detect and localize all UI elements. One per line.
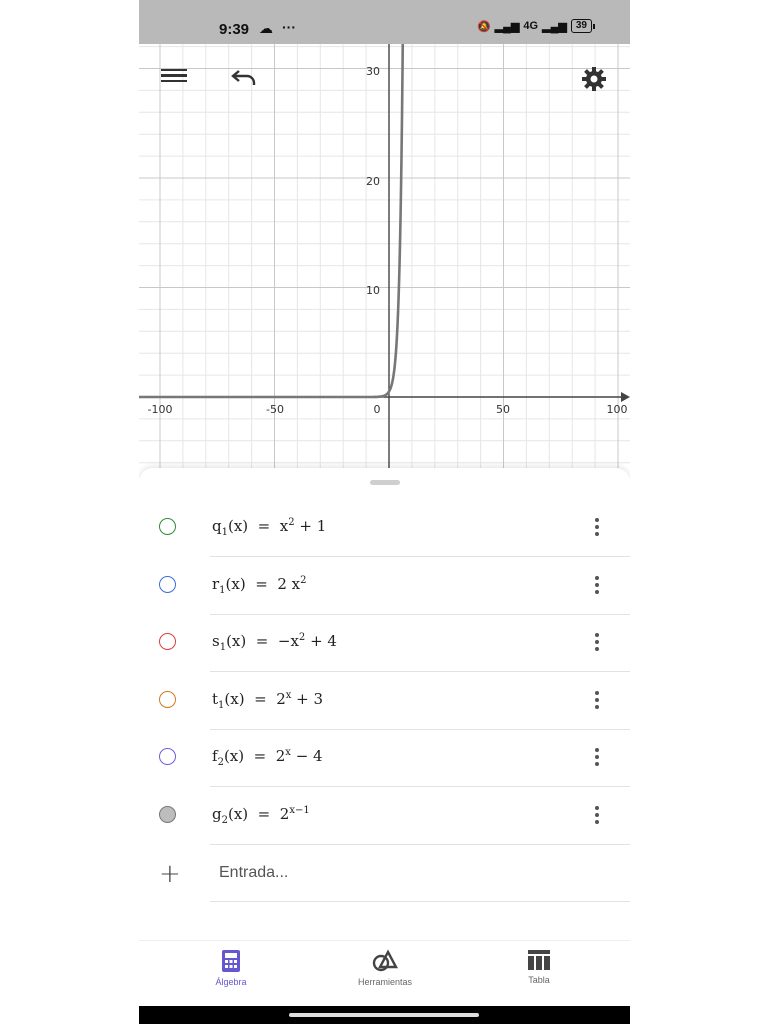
function-expression[interactable]: $g_2(x) = 2^{x-1}$ [212,804,310,826]
algebra-row[interactable] [139,730,630,787]
algebra-row[interactable] [139,500,630,557]
settings-button[interactable] [579,64,609,94]
x-tick-label: 50 [496,403,510,416]
function-expression[interactable]: $s_1(x) = -x^2 + 4$ [212,632,337,653]
table-icon [527,949,551,971]
undo-button[interactable] [229,64,259,90]
add-icon[interactable]: + [159,859,181,889]
algebra-row[interactable] [139,558,630,615]
drag-handle[interactable] [370,480,400,485]
status-bar [139,0,630,44]
calculator-icon [221,949,241,973]
more-options-icon[interactable] [593,574,601,598]
y-tick-label: 10 [366,284,380,297]
visibility-toggle[interactable] [159,691,176,708]
nav-table[interactable] [489,949,589,985]
status-icons [477,19,592,33]
nav-label: Tabla [528,975,550,985]
nav-tools[interactable] [335,949,435,987]
gear-icon [579,64,609,94]
algebra-row[interactable] [139,615,630,672]
more-options-icon[interactable] [593,804,601,828]
x-tick-label: -100 [147,403,173,416]
menu-line [161,69,187,71]
visibility-toggle[interactable] [159,748,176,765]
menu-button[interactable] [161,66,187,88]
algebra-row[interactable] [139,788,630,845]
cloud-icon: ☁ [259,20,273,36]
undo-icon [229,64,259,90]
visibility-toggle[interactable] [159,806,176,823]
menu-line [161,80,187,82]
visibility-toggle[interactable] [159,576,176,593]
more-notifications-icon: ··· [282,19,296,35]
mute-icon: 🔕 [477,20,491,33]
x-tick-label: -50 [266,403,284,416]
x-tick-label: 0 [373,403,381,416]
home-indicator[interactable] [289,1013,479,1017]
function-expression[interactable]: $r_1(x) = 2$ $x^2$ [212,574,307,596]
nav-algebra[interactable] [181,949,281,987]
menu-line [161,74,187,76]
battery-icon: 39 [571,19,592,33]
function-expression[interactable]: $t_1(x) = 2^x + 3$ [212,689,324,711]
algebra-row[interactable] [139,673,630,730]
app-screen [139,0,630,1024]
input-row[interactable] [139,845,630,902]
status-time: 9:39 [219,21,250,38]
more-options-icon[interactable] [593,516,601,540]
graphics-view[interactable] [139,0,630,470]
tools-icon [372,949,398,973]
algebra-panel [139,468,630,1008]
nav-label: Álgebra [215,977,247,987]
function-expression[interactable]: $q_1(x) = x^2 + 1$ [212,517,327,538]
visibility-toggle[interactable] [159,518,176,535]
divider [210,901,630,902]
input-placeholder[interactable]: Entrada... [219,864,289,881]
function-expression[interactable]: $f_2(x) = 2^x - 4$ [212,747,323,768]
gesture-bar [139,1006,630,1024]
signal-icon-2: ▂▄▆ [542,20,567,33]
more-options-icon[interactable] [593,746,601,770]
function-curve[interactable] [139,0,404,397]
x-axis-arrow-icon [621,392,630,402]
more-options-icon[interactable] [593,631,601,655]
y-tick-label: 30 [366,65,380,78]
nav-label: Herramientas [357,977,413,987]
signal-icon: ▂▄▆ [494,20,520,33]
bottom-navigation [139,940,630,1007]
more-options-icon[interactable] [593,689,601,713]
network-label: 4G [523,20,539,32]
x-tick-label: 100 [606,403,628,416]
visibility-toggle[interactable] [159,633,176,650]
y-tick-label: 20 [366,175,380,188]
